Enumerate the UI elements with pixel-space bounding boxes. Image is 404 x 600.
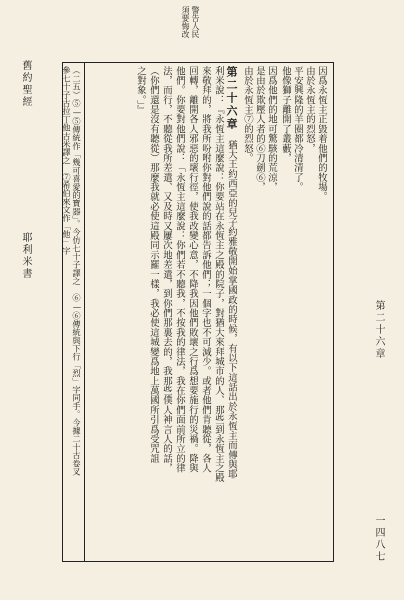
margin-note-line-1: 警告人民 [191,6,200,38]
body-line: 利米說：『永恆主這麼說：你要站在永恆主之殿的院子，對猶大來拜城市的人、那些到永恆主之殿 [213,66,224,483]
verse-line: 他像獅子離開了叢藪， [280,66,291,163]
margin-note [180,6,200,54]
body-line: （你們還是沒有聽從）那麼我就必使這殿同示羅一樣，我必使這城變爲地上萬國所引爲受咒詛 [148,66,159,464]
frame-rule-right [333,62,334,562]
verse-line: 由於永恆主的烈怒， [304,66,315,154]
verse-line: 因爲永恆主正毀着他們的牧場。 [316,66,327,202]
frame-rule-top [62,62,334,63]
body-line: 猶大王約西亞的兒子約雅敬開始掌國政的時候，有以下這話出於永恆主而傳與耶 [226,140,237,480]
footnote-line: 參七十子古拉丁他古米譯之 ⑦希伯來文作「他」字 [62,66,72,255]
frame-rule-bottom [62,561,334,562]
page-number: 一四八七 [373,515,384,563]
body-line: 來敬拜的，將我所吩咐你對他們說的話都告訴他們；一個字也不可減少。或者他們肯聽從，各人 [200,66,211,473]
verse-line: 因爲他們的地可驚駭的荒涼， [266,66,277,192]
margin-note-line-2: 須要悔改 [181,6,190,38]
running-title: 耶利米書 [20,232,31,280]
body-line: 法，而行，不聽從我所差遣、又及時又屢次地差遣，到你們那裏去的，我那些僕人神言人的話， [161,66,172,473]
chapter-title: 第二十六章 [225,66,238,131]
verse-line: 是由於欺壓人者的⑥刀劍⑥， [254,66,265,192]
footnote-rule [84,62,85,562]
body-line: 回轉，離開各人邪惡的壞行徑，使我改變心意，不降我因他們敗壞之行爲想要施行的災禍。降與 [187,66,198,473]
verse-line: 平安興隆的羊圈都冷清清了。 [292,66,303,192]
verse-line: 由於永恆主⑦的烈怒。 [242,66,253,163]
footnote-line: （二五）⑤—⑤傳統作「幾可喜愛的寶器」。今仿七十子譯之 ⑥—⑥傳統與下行「烈」字同手。今據二十古卷叉 [72,66,82,476]
body-line: 他們。你要對他們說：「永恆主這麼說：你們若不聽我，不按我的律法，我在你們面前所立的律 [174,66,185,473]
book-title: 舊約聖經 [20,60,31,108]
running-chapter: 第二十六章 [373,300,384,360]
body-line: 之對象。」』 [135,66,146,115]
